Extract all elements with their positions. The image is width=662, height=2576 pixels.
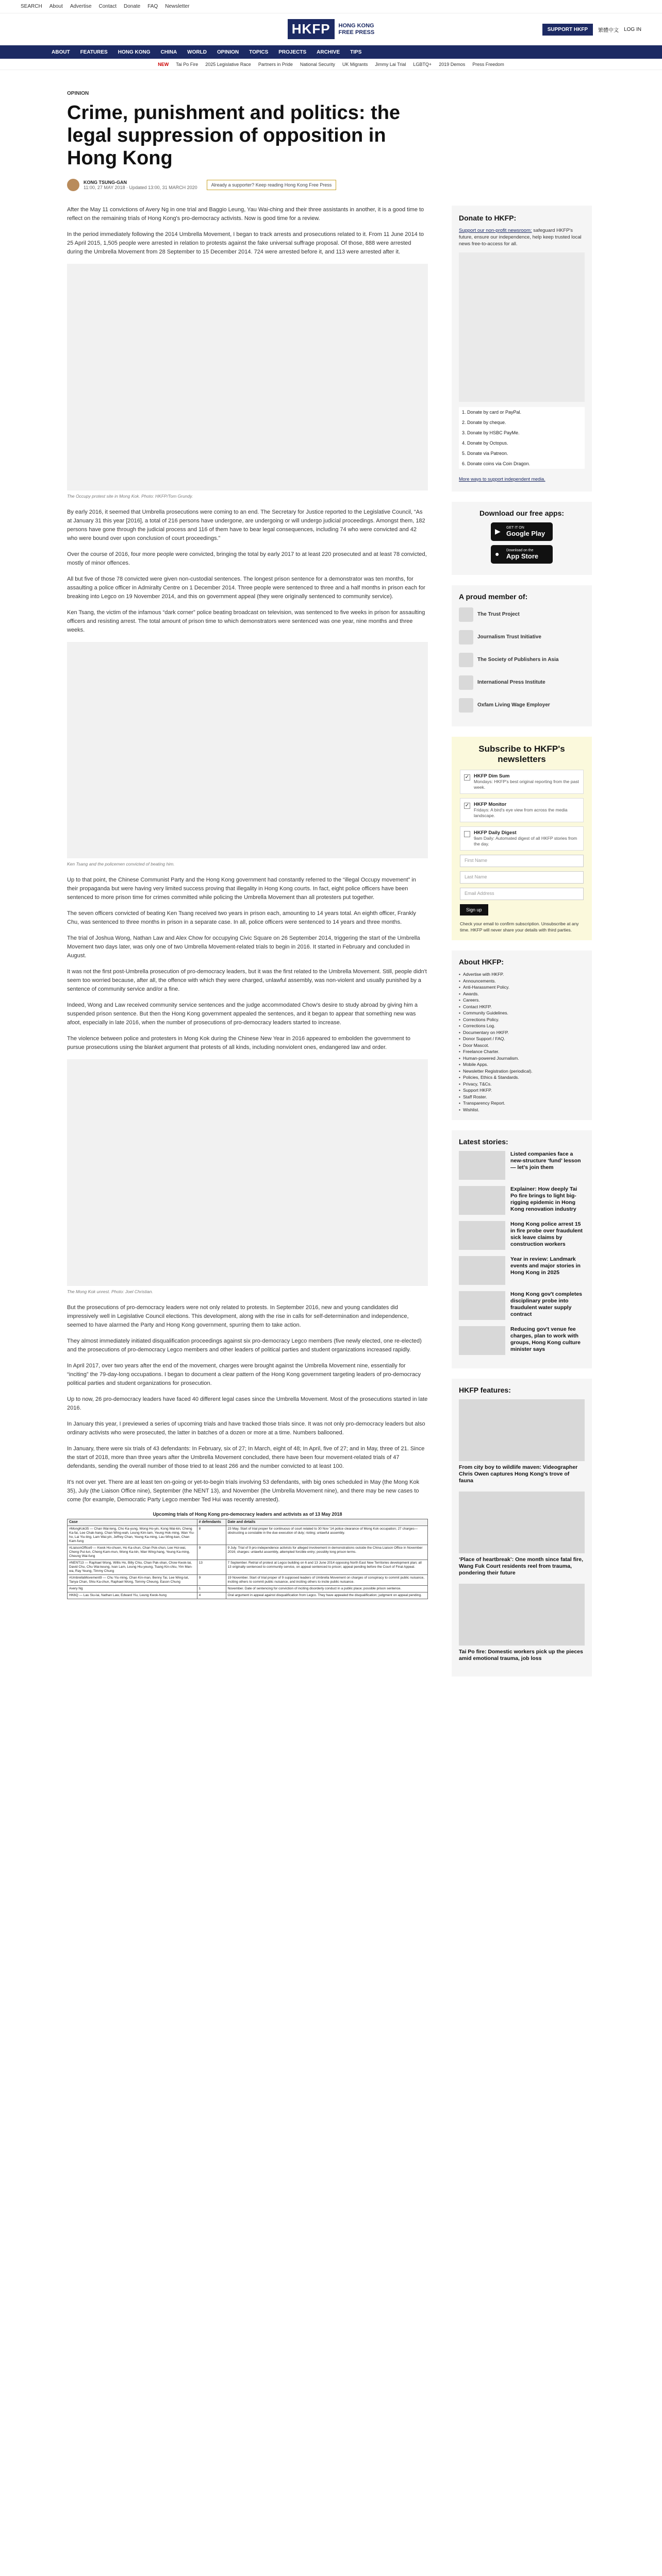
nav-opinion[interactable]: OPINION — [217, 49, 239, 55]
feature-title: From city boy to wildlife maven: Videographer Chris Owen captures Hong Kong's trove of fauna — [459, 1464, 578, 1484]
app-store-top: Download on the — [506, 549, 534, 552]
table-header-row — [68, 1519, 428, 1526]
search-link[interactable]: SEARCH — [21, 4, 42, 9]
checkbox-checked-icon[interactable]: ✓ — [465, 774, 470, 780]
paragraph: In April 2017, over two years after the end of the movement, charges were brought against the Umbrella Movement nine, essentially for “inciting” the 79-day-long occupations. I began to document a clear pattern of the Hong Kong government targeting leaders of pro-democracy political parties and student organizations for prosecution. — [67, 1363, 421, 1386]
donate-option[interactable]: 3. Donate by HSBC PayMe. — [459, 428, 585, 438]
table-cell: 9 — [197, 1545, 226, 1560]
nav-archive[interactable]: ARCHIVE — [317, 49, 340, 55]
sidebar — [452, 206, 592, 1687]
donate-box — [452, 206, 592, 492]
logo-line-1: HONG KONG — [338, 22, 374, 29]
nav-topics[interactable]: TOPICS — [249, 49, 269, 55]
paragraph: They almost immediately initiated disqualification proceedings against six pro-democracy Legco members (five newly elected, one re-elected) and the prosecutions of pro-democracy Legco members and other leaders of political parties and student organizations increased rapidly. — [67, 1338, 422, 1353]
about-link[interactable]: • Announcements. — [459, 978, 585, 985]
story-title: Year in review: Landmark events and major stories in Hong Kong in 2025 — [510, 1256, 581, 1276]
image-caption: The Mong Kok unrest. Photo: Joel Christian. — [67, 1289, 153, 1294]
logo-mark: HKFP — [288, 19, 335, 39]
trending-link[interactable]: National Security — [300, 61, 335, 67]
about-link[interactable]: • Policies, Ethics & Standards. — [459, 1074, 585, 1081]
first-name-field[interactable]: First Name — [460, 855, 584, 867]
features-box — [452, 1379, 592, 1676]
member-item[interactable] — [459, 651, 585, 669]
about-link[interactable]: • Wishlist. — [459, 1107, 585, 1113]
donate-option[interactable]: 2. Donate by cheque. — [459, 417, 585, 428]
features-title: HKFP features: — [459, 1386, 511, 1394]
paragraph: Indeed, Wong and Law received community service sentences and the judge accommodated Chow's desire to study abroad by giving him a suspended prison sentence. But then the Hong Kong government appealed the sentences, and it began to appear that something new was afoot, especially in late 2016, when the number of prosecutions of pro-democracy leaders started to increase. — [67, 1002, 418, 1026]
newsletter-option[interactable] — [460, 798, 584, 822]
trending-link[interactable]: 2019 Demos — [439, 61, 466, 67]
story-item[interactable] — [459, 1221, 585, 1250]
newsletter-option[interactable] — [460, 826, 584, 851]
about-link[interactable]: • Corrections Policy. — [459, 1016, 585, 1023]
logo-line-2: FREE PRESS — [338, 29, 375, 36]
newsletter-desc: Fridays: A bird's eye view from across the media landscape. — [474, 807, 568, 818]
story-thumbnail — [459, 1221, 505, 1250]
story-thumbnail — [459, 1256, 505, 1285]
member-name: Oxfam Living Wage Employer — [477, 702, 550, 708]
donate-title: Donate to HKFP: — [459, 214, 517, 222]
paragraph: The seven officers convicted of beating Ken Tsang received two years in prison each, amounting to 14 years total. An eighth officer, Frankly Chu, was sentenced to three months in prison in a separate case. In all, police officers were sentenced to 14 years and three months. — [67, 910, 416, 925]
about-link[interactable]: • Documentary on HKFP. — [459, 1029, 585, 1036]
google-play-top: GET IT ON — [506, 526, 524, 530]
trials-table — [67, 1519, 428, 1599]
story-item[interactable] — [459, 1151, 585, 1180]
about-link[interactable]: • Donor Support / FAQ. — [459, 1036, 585, 1042]
table-cell: #NENT13 — Raphael Wong, Willis Ho, Billy Chiu, Chan Pak-shan, Chow Kwok-lai, David Chu, Chu Wai-keung, Ivan Lam, Leung Hiu-yeung, Tsang Kin-chiu, Yim Man-wa, Ray Yeung, Timmy Chung — [68, 1560, 197, 1575]
about-link[interactable]: • Privacy, T&Cs. — [459, 1081, 585, 1088]
story-item[interactable] — [459, 1186, 585, 1215]
table-row — [68, 1526, 428, 1545]
last-name-field[interactable]: Last Name — [460, 871, 584, 884]
faq-link[interactable]: FAQ — [147, 4, 158, 9]
login-link[interactable]: LOG IN — [624, 27, 641, 32]
app-store-button[interactable] — [491, 545, 553, 564]
google-play-label: Google Play — [506, 530, 545, 537]
trials-table-block — [67, 1512, 428, 1599]
paragraph: The trial of Joshua Wong, Nathan Law and Alex Chow for occupying Civic Square on 26 September 2014, triggering the start of the Umbrella Movement two days later, was only one of two Umbrella Movement-related trials to begin in 2016. It started in February and concluded in August. — [67, 935, 420, 959]
about-link[interactable]: • Contact HKFP. — [459, 1004, 585, 1010]
trending-link[interactable]: LGBTQ+ — [413, 61, 432, 67]
play-store-icon: ▶ — [495, 527, 501, 535]
table-cell: 4 — [197, 1592, 226, 1599]
column-header: Case — [68, 1519, 197, 1526]
paragraph: But the prosecutions of pro-democracy leaders were not only related to protests. In September 2016, new and young candidates did impressively well in Legislative Council elections. This development, along with the rise in calls for self-determination and independence, seemed to have alarmed the Party and Hong Kong government, spurring them to take action. — [67, 1304, 409, 1328]
email-field[interactable]: Email Address — [460, 888, 584, 900]
top-bar — [0, 0, 662, 13]
story-thumbnail — [459, 1326, 505, 1355]
newsletter-title: Subscribe to HKFP's newsletters — [478, 744, 565, 764]
about-link[interactable]: • Careers. — [459, 997, 585, 1004]
paragraph: The violence between police and protesters in Mong Kok during the Chinese New Year in 2016 appeared to embolden the government to pursue prosecutions using the blanket argument that protests of all kinds, including nonviolent ones, endangered law and order. — [67, 1036, 410, 1050]
story-thumbnail — [459, 1186, 505, 1215]
about-list — [459, 971, 585, 1113]
newsletter-desc: 9am Daily: Automated digest of all HKFP stories from the day. — [474, 836, 577, 846]
member-name: The Society of Publishers in Asia — [477, 657, 559, 663]
story-item[interactable] — [459, 1291, 585, 1320]
story-item[interactable] — [459, 1326, 585, 1355]
member-item[interactable] — [459, 697, 585, 714]
latest-stories-box — [452, 1130, 592, 1368]
member-item[interactable] — [459, 674, 585, 691]
about-link[interactable]: • Support HKFP. — [459, 1087, 585, 1094]
story-title: Reducing gov't venue fee charges, plan to work with groups, Hong Kong culture minister says — [510, 1326, 581, 1352]
nav-projects[interactable]: PROJECTS — [278, 49, 307, 55]
site-header — [0, 13, 662, 45]
feature-item[interactable] — [459, 1399, 585, 1484]
paragraph: In January this year, I previewed a series of upcoming trials and have tracked those trials since. It was not only pro-democracy leaders but also ordinary activists who were prosecuted, the latter in batches of a dozen or more at a time. Numbers ballooned. — [67, 1421, 425, 1436]
story-title: Hong Kong police arrest 15 in fire probe over fraudulent sick leave claims by construction workers — [510, 1221, 583, 1247]
member-box — [452, 585, 592, 726]
member-name: International Press Institute — [477, 680, 545, 685]
table-row — [68, 1575, 428, 1586]
checkbox-checked-icon[interactable]: ✓ — [465, 803, 470, 808]
nav-world[interactable]: WORLD — [187, 49, 207, 55]
table-cell: 1 — [197, 1586, 226, 1592]
feature-image — [459, 1399, 585, 1461]
table-cell: HK6Q — Lau Siu-lai, Nathan Law, Edward Yiu, Leung Kwok-hung — [68, 1592, 197, 1599]
byline — [67, 179, 595, 191]
paragraph: In the period immediately following the 2014 Umbrella Movement, I began to track arrests and prosecutions related to it. From 11 June 2014 to 25 April 2015, 1,505 people were arrested in relation to protests against the fake universal suffrage proposal. Of those, 888 were arrested during the Umbrella Movement from 28 September to 15 December 2014. 724 were arrested before it, and 113 were arrested after it. — [67, 231, 424, 255]
about-link[interactable]: • Transparency Report. — [459, 1100, 585, 1107]
author-avatar — [67, 179, 79, 191]
latest-title: Latest stories: — [459, 1138, 508, 1146]
newsletter-option[interactable] — [460, 770, 584, 794]
apple-icon: ● — [495, 550, 500, 558]
paragraph: Up to that point, the Chinese Communist Party and the Hong Kong government had constantly referred to the “illegal Occupy movement” in their propaganda but were having very limited success proving that illegality in Hong Kong courts. In fact, eight police officers have been sentenced to more prison time for crimes committed while policing the Umbrella Movement than all protesters put together. — [67, 877, 416, 901]
paragraph: Up to now, 26 pro-democracy leaders have faced 40 different legal cases since the Umbrella Movement. Most of the prosecutions started in late 2016. — [67, 1396, 428, 1411]
story-item[interactable] — [459, 1256, 585, 1285]
trending-link[interactable]: Press Freedom — [472, 61, 504, 67]
page-container — [67, 91, 595, 1687]
table-row — [68, 1560, 428, 1575]
table-cell: November. Date of sentencing for conviction of inciting disorderly conduct in a public place; possible prison sentence. — [226, 1586, 427, 1592]
donate-intro-text: safeguard HKFP's future, ensure our independence, help keep trusted local news free-to-access for all. — [459, 228, 582, 247]
trending-bar — [0, 59, 662, 70]
oxfam-logo — [459, 698, 473, 713]
image-caption: The Occupy protest site in Mong Kok. Photo: HKFP/Tom Grundy. — [67, 494, 193, 499]
nav-about[interactable]: ABOUT — [52, 49, 70, 55]
about-title: About HKFP: — [459, 958, 504, 966]
newsletter-name: HKFP Dim Sum — [474, 773, 510, 779]
table-cell: #UmbrellaMovement9 — Chu Yiu-ming, Chan Kin-man, Benny Tai, Lee Wing-tat, Tanya Chan, Shiu Ka-chun, Raphael Wong, Tommy Cheung, Eason Chung — [68, 1575, 197, 1586]
article-image — [67, 1059, 428, 1286]
donate-intro — [459, 227, 585, 247]
story-thumbnail — [459, 1151, 505, 1180]
app-store-label: App Store — [506, 552, 539, 560]
checkbox-icon[interactable] — [464, 831, 470, 837]
table-row — [68, 1592, 428, 1599]
story-title: Listed companies face a new-structure ‘fund’ lesson — let’s join them — [510, 1151, 581, 1171]
trending-link[interactable]: Jimmy Lai Trial — [375, 61, 406, 67]
table-cell: #MongKok35 — Chan Wai-leng, Cho Ka-yung, Wong Ho-yin, Kong Wai-kin, Cheng Ka-fai, Lee Chak-hang, Chan Wing-wah, Leung Kim-lam, Yeung Hok-ming, Wan Yiu-ho, Lai Yiu-ting, Lam Wai-yin, Jeffrey Chan, Yeung Ka-ming, Lau Wing-kan, Chan Kam-fung — [68, 1526, 197, 1545]
donate-option[interactable]: 4. Donate by Octopus. — [459, 438, 585, 448]
contact-link[interactable]: Contact — [98, 4, 117, 9]
table-row — [68, 1586, 428, 1592]
donate-image — [459, 252, 585, 402]
newsletter-link[interactable]: Newsletter — [165, 4, 190, 9]
column-header: # defendants — [197, 1519, 226, 1526]
about-link[interactable]: • Advertise with HKFP. — [459, 971, 585, 978]
article-title: Crime, punishment and politics: the legal suppression of opposition in Hong Kong — [67, 102, 401, 169]
newsletter-note: Check your email to confirm subscription. Unsubscribe at any time. HKFP will never share your details with third parties. — [460, 921, 579, 933]
nav-china[interactable]: CHINA — [160, 49, 177, 55]
paragraph: By early 2016, it seemed that Umbrella prosecutions were coming to an end. The Secretary for Justice reported to the Legislative Council, “As at January 31 this year [2016], a total of 216 persons have undergone, are undergoing or will undergo judicial proceedings. Amongst them, 182 persons have gone through the judicial process and 116 of them have to bear legal consequences, including 74 who were convicted and 42 who were bound over upon conclusion of court proceedings.” — [67, 509, 425, 541]
trending-link[interactable]: Tai Po Fire — [176, 61, 198, 67]
image-caption: Ken Tsang and the policemen convicted of beating him. — [67, 861, 175, 867]
apps-box — [452, 502, 592, 575]
about-link[interactable]: • Community Guidelines. — [459, 1010, 585, 1016]
google-play-button[interactable] — [491, 522, 553, 541]
author-name[interactable]: KONG TSUNG-GAN — [84, 180, 127, 185]
member-item[interactable] — [459, 606, 585, 623]
more-ways-link[interactable]: More ways to support independent media. — [459, 477, 545, 482]
advertise-link[interactable]: Advertise — [70, 4, 92, 9]
donate-intro-link[interactable]: Support our non-profit newsroom: — [459, 228, 532, 233]
table-cell: Avery Ng — [68, 1586, 197, 1592]
ipi-logo — [459, 675, 473, 690]
story-thumbnail — [459, 1291, 505, 1320]
new-badge: NEW — [158, 61, 169, 67]
about-link[interactable]: • Mobile Apps. — [459, 1061, 585, 1068]
member-name: Journalism Trust Initiative — [477, 634, 541, 640]
paragraph: Ken Tsang, the victim of the infamous “dark corner” police beating broadcast on television, was sentenced to five weeks in prison for assaulting officers and resisting arrest. The total amount of prison time to which demonstrators were sentenced was one year, nine months and three weeks. — [67, 609, 425, 633]
signup-button[interactable]: Sign up — [460, 904, 488, 916]
table-cell: 23 May. Start of trial proper for continuous of court related to 30 Nov '14 police clearance of Mong Kok occupation; 27 charges—obstructing a constable in the due execution of duty; rioting; unlawful assembly. — [226, 1526, 427, 1545]
about-link[interactable]: • Human-powered Journalism. — [459, 1055, 585, 1062]
column-header: Date and details — [226, 1519, 427, 1526]
about-link[interactable]: • Awards. — [459, 991, 585, 997]
story-title: Explainer: How deeply Tai Po fire brings to light big-rigging epidemic in Hong Kong renovation industry — [510, 1186, 577, 1212]
table-cell: 7 September. Retrial of protest at Legco building on 6 and 13 June 2014 opposing North East New Territories development plan; all 13 originally sentenced to community service, on appeal sentenced to prison; appeal pending before the Court of Final Appeal. — [226, 1560, 427, 1575]
about-link[interactable]: About — [49, 4, 63, 9]
logo-wordmark — [339, 23, 375, 36]
newsletter-name: HKFP Daily Digest — [474, 830, 517, 836]
about-link[interactable]: • Staff Roster. — [459, 1094, 585, 1100]
feature-image — [459, 1492, 585, 1553]
table-cell: #LiaisonOffice9 — Kwok Ho-chuen, Ho Ka-chun, Chan Pok-chun, Lee Hoi-wai, Cheng Pui-lun, Cheng Kam-mun, Wong Ka-kin, Wan Wing-hang, Yeung Ka-ming, Cheung Wai-fung — [68, 1545, 197, 1560]
nav-hong-kong[interactable]: HONG KONG — [118, 49, 151, 55]
paragraph: All but five of those 78 convicted were given non-custodial sentences. The longest prison sentence for a demonstrator was ten months, for assaulting a police officer in Admiralty Centre on 1 December 2014. Three people were sentenced to three and a half months in prison each for breaking into Legco on 19 November 2014, and this on government appeal (they were originally sentenced to community service). — [67, 576, 425, 600]
article-body — [67, 206, 428, 1687]
language-link[interactable]: 繁體中文 — [598, 28, 619, 33]
trending-link[interactable]: Partners in Pride — [258, 61, 293, 67]
trust-project-logo — [459, 607, 473, 622]
article-image — [67, 642, 428, 858]
about-link[interactable]: • Corrections Log. — [459, 1023, 585, 1029]
newsletter-desc: Mondays: HKFP's best original reporting from the past week. — [474, 779, 579, 790]
paragraph: In January, there were six trials of 43 defendants: In February, six of 27; In March, eight of 48; In April, five of 27; and in May, three of 21. Since the start of 2018, more than three years after the Umbrella Movement concluded, there have been four movement-related trials of 47 defendants, sending the overall number of those tried to at least 266 and the number convicted to at least 100. — [67, 1446, 425, 1469]
feature-title: Tai Po fire: Domestic workers pick up the pieces amid emotional trauma, job loss — [459, 1649, 583, 1662]
site-logo[interactable] — [288, 19, 374, 39]
feature-title: ‘Place of heartbreak’: One month since fatal fire, Wang Fuk Court residents reel from trauma, pondering their future — [459, 1556, 583, 1576]
main-nav — [0, 45, 662, 59]
paragraph: Over the course of 2016, four more people were convicted, bringing the total by early 2017 to at least 220 prosecuted and at least 78 convicted, mostly of minor offences. — [67, 551, 427, 566]
newsletter-box — [452, 737, 592, 940]
member-name: The Trust Project — [477, 612, 520, 617]
supporter-button[interactable]: Already a supporter? Keep reading Hong Kong Free Press — [207, 180, 337, 190]
donate-link[interactable]: Donate — [123, 4, 141, 9]
nav-tips[interactable]: TIPS — [350, 49, 362, 55]
header-actions — [542, 24, 641, 36]
article-dates: 11:00, 27 MAY 2018 · Updated 13:00, 31 MARCH 2020 — [84, 185, 197, 190]
table-cell: 8 — [197, 1526, 226, 1545]
about-box — [452, 951, 592, 1120]
feature-image — [459, 1584, 585, 1646]
member-item[interactable] — [459, 629, 585, 646]
about-link[interactable]: • Newsletter Registration (periodical). — [459, 1068, 585, 1075]
support-button[interactable]: SUPPORT HKFP — [542, 24, 593, 36]
apps-title: Download our free apps: — [479, 509, 565, 517]
newsletter-name: HKFP Monitor — [474, 802, 507, 807]
paragraph: It was not the first post-Umbrella prosecution of pro-democracy leaders, but it was the first related to the Umbrella Movement. Still, people didn't seem too worried because, after all, the offence with which they were charged, unlawful assembly, was non-violent and usually punished by a sentence of community service and/or a fine. — [67, 969, 427, 992]
about-link[interactable]: • Freelance Charter. — [459, 1048, 585, 1055]
trending-link[interactable]: 2025 Legislative Race — [205, 61, 251, 67]
table-row — [68, 1545, 428, 1560]
about-link[interactable]: • Door Mascot. — [459, 1042, 585, 1049]
table-cell: 9 July. Trial of 9 pro-independence activists for alleged involvement in demonstrations outside the China Liaison Office in November 2016; charges: unlawful assembly, attempted forcible entry; possibly long prison terms. — [226, 1545, 427, 1560]
paragraph: It's not over yet. There are at least ten on-going or yet-to-begin trials involving 53 defendants, with big ones scheduled in May (the Mong Kok 35), July (the Liaison Office nine), September (the NENT 13), and November (the Umbrella Movement nine), and there may be new cases to come (for example, Democratic Party Legco member Ted Hui was recently arrested). — [67, 1479, 420, 1503]
paragraph: After the May 11 convictions of Avery Ng in one trial and Baggio Leung, Yau Wai-ching and their three assistants in another, it is a good time to reflect on the remaining trials of Hong Kong's pro-democracy activists. Now is good time for a review. — [67, 207, 424, 222]
table-title: Upcoming trials of Hong Kong pro-democracy leaders and activists as of 13 May 2018 — [153, 1512, 342, 1517]
content-layout — [67, 206, 595, 1687]
table-cell: Oral argument in appeal against disqualification from Legco. They have appealed the disqualification; judgment on appeal pending. — [226, 1592, 427, 1599]
table-cell: 19 November. Start of trial proper of 9 supposed leaders of Umbrella Movement on charges of conspiracy to commit public nuisance, inciting others to commit public nuisance, and inciting others to incite public nuisance. — [226, 1575, 427, 1586]
feature-item[interactable] — [459, 1492, 585, 1577]
sopa-logo — [459, 653, 473, 667]
jti-logo — [459, 630, 473, 645]
trending-link[interactable]: UK Migrants — [342, 61, 368, 67]
article-image — [67, 264, 428, 490]
about-link[interactable]: • Anti-Harassment Policy. — [459, 984, 585, 991]
feature-item[interactable] — [459, 1584, 585, 1662]
section-label[interactable]: OPINION — [67, 91, 89, 96]
donate-option[interactable]: 1. Donate by card or PayPal. — [459, 407, 585, 417]
nav-features[interactable]: FEATURES — [80, 49, 108, 55]
member-title: A proud member of: — [459, 592, 528, 601]
donate-option[interactable]: 6. Donate coins via Coin Dragon. — [459, 459, 585, 469]
donate-option[interactable]: 5. Donate via Patreon. — [459, 448, 585, 459]
story-title: Hong Kong gov't completes disciplinary probe into fraudulent water supply contract — [510, 1291, 582, 1317]
table-cell: 9 — [197, 1575, 226, 1586]
table-cell: 13 — [197, 1560, 226, 1575]
